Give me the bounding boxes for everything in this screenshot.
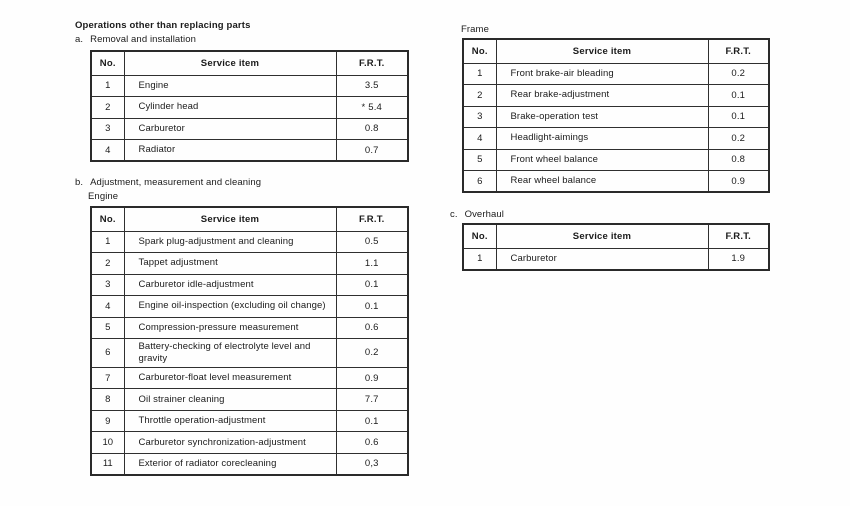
cell-service-item: Carburetor idle-adjustment [124,274,336,296]
cell-no: 5 [463,149,496,171]
cell-frt: 0.6 [336,317,408,339]
cell-service-item: Spark plug-adjustment and cleaning [124,231,336,253]
cell-service-item: Tappet adjustment [124,253,336,275]
cell-no: 5 [91,317,124,339]
cell-frt: 7.7 [336,389,408,411]
table-row [91,453,408,475]
cell-no: 1 [463,248,496,270]
cell-service-item: Oil strainer cleaning [124,389,336,411]
cell-no: 4 [91,140,124,162]
table-row [91,432,408,454]
section-b-label [75,177,261,188]
cell-no: 3 [91,118,124,140]
cell-service-item: Engine [124,75,336,97]
table-row [463,63,769,85]
cell-frt: 0.1 [336,296,408,318]
col-header-frt: F.R.T. [336,51,408,75]
cell-no: 7 [91,367,124,389]
section-c-label [450,209,504,220]
col-header-no: No. [91,207,124,231]
col-header-no: No. [463,39,496,63]
cell-frt: 0.1 [336,410,408,432]
cell-frt: 0.2 [336,339,408,368]
cell-frt: 0.1 [336,274,408,296]
table-row [91,253,408,275]
table-row [91,339,408,368]
table-row [463,106,769,128]
section-c-prefix: c. [450,209,458,220]
page-title: Operations other than replacing parts [75,20,251,31]
col-header-item: Service item [124,207,336,231]
cell-frt: 0.5 [336,231,408,253]
cell-no: 10 [91,432,124,454]
cell-no: 1 [91,75,124,97]
frame-table [462,38,770,193]
overhaul-table [462,223,770,271]
frame-label: Frame [461,24,489,35]
cell-no: 2 [463,85,496,107]
table-row [91,140,408,162]
cell-frt: 0,3 [336,453,408,475]
section-a-label [75,34,196,45]
cell-service-item: Front wheel balance [496,149,708,171]
header-row [91,207,408,231]
cell-no: 3 [91,274,124,296]
cell-service-item: Radiator [124,140,336,162]
cell-frt: 1.1 [336,253,408,275]
table-row [463,149,769,171]
col-header-frt: F.R.T. [336,207,408,231]
cell-frt: 0.9 [336,367,408,389]
cell-service-item: Throttle operation-adjustment [124,410,336,432]
table-row [91,75,408,97]
cell-no: 1 [91,231,124,253]
cell-no: 2 [91,253,124,275]
table-row [463,171,769,193]
adjustment-table [90,206,409,476]
removal-table [90,50,409,162]
cell-service-item: Rear brake-adjustment [496,85,708,107]
cell-no: 4 [91,296,124,318]
col-header-frt: F.R.T. [708,39,769,63]
section-a-text: Removal and installation [90,34,197,45]
section-b-prefix: b. [75,177,84,188]
cell-frt: 0.9 [708,171,769,193]
table-row [463,128,769,150]
cell-frt: 0.8 [336,118,408,140]
cell-frt: 1.9 [708,248,769,270]
cell-frt: 0.7 [336,140,408,162]
cell-service-item: Rear wheel balance [496,171,708,193]
header-row [91,51,408,75]
cell-frt: 0.2 [708,128,769,150]
table-row [91,231,408,253]
cell-service-item: Headlight-aimings [496,128,708,150]
section-b-text: Adjustment, measurement and cleaning [90,177,262,188]
cell-frt: 0.1 [708,85,769,107]
col-header-no: No. [463,224,496,248]
cell-no: 6 [91,339,124,368]
table-row [91,97,408,119]
cell-no: 1 [463,63,496,85]
col-header-no: No. [91,51,124,75]
col-header-item: Service item [124,51,336,75]
cell-service-item: Exterior of radiator corecleaning [124,453,336,475]
table-row [91,410,408,432]
table-row [463,248,769,270]
cell-service-item: Battery-checking of electrolyte level and gravity [124,339,336,368]
cell-no: 2 [91,97,124,119]
col-header-frt: F.R.T. [708,224,769,248]
cell-no: 11 [91,453,124,475]
cell-frt: 0.1 [708,106,769,128]
table-row [91,118,408,140]
cell-service-item: Carburetor-float level measurement [124,367,336,389]
table-row [91,296,408,318]
cell-frt: * 5.4 [336,97,408,119]
cell-frt: 3.5 [336,75,408,97]
cell-service-item: Brake-operation test [496,106,708,128]
cell-service-item: Front brake-air bleading [496,63,708,85]
cell-service-item: Cylinder head [124,97,336,119]
cell-service-item: Carburetor synchronization-adjustment [124,432,336,454]
section-c-text: Overhaul [464,209,504,220]
cell-service-item: Carburetor [496,248,708,270]
cell-service-item: Carburetor [124,118,336,140]
cell-frt: 0.2 [708,63,769,85]
header-row [463,39,769,63]
engine-sublabel: Engine [88,191,119,202]
table-row [91,274,408,296]
cell-frt: 0.8 [708,149,769,171]
cell-frt: 0.6 [336,432,408,454]
table-row [463,85,769,107]
cell-no: 4 [463,128,496,150]
cell-no: 3 [463,106,496,128]
col-header-item: Service item [496,224,708,248]
section-a-prefix: a. [75,34,84,45]
cell-no: 6 [463,171,496,193]
col-header-item: Service item [496,39,708,63]
table-row [91,367,408,389]
cell-no: 9 [91,410,124,432]
cell-service-item: Engine oil-inspection (excluding oil change) [124,296,336,318]
cell-no: 8 [91,389,124,411]
table-row [91,389,408,411]
table-row [91,317,408,339]
cell-service-item: Compression-pressure measurement [124,317,336,339]
header-row [463,224,769,248]
